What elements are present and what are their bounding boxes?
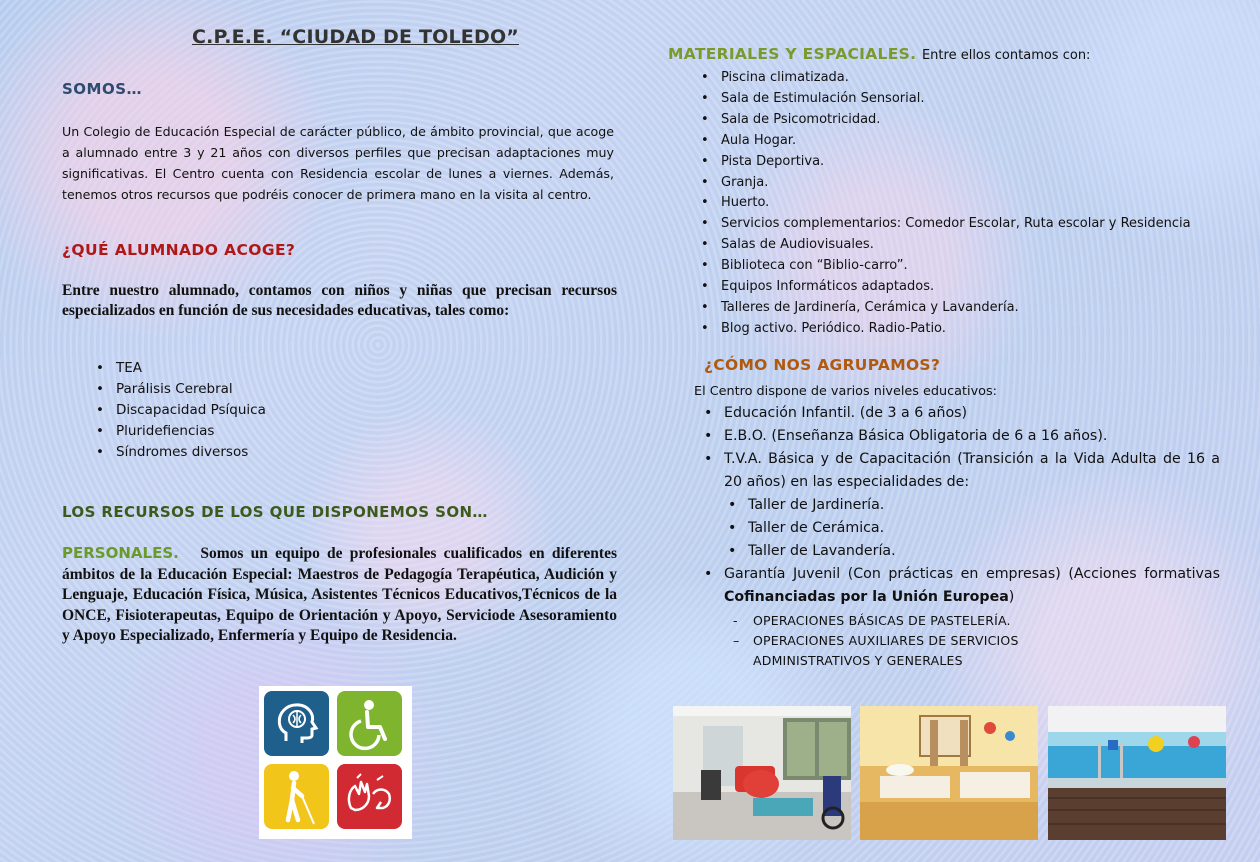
list-item: • Sala de Psicomotricidad. (697, 110, 1237, 131)
personales-text: Somos un equipo de profesionales cualificados en diferentes ámbitos de la Educación Especial: Maestros de Pedagogía Terapéutica, Audición y Lenguaje, Educación Física, Música, Asistentes Técnicos Educativos,Técnicos de la ONCE, Fisioterapeutas, Equipo de Orientación y Apoyo, Serviciode Asesoramiento y Apoyo Especializado, Enfermería y Equipo de Residencia. (62, 545, 617, 644)
list-item: • Granja. (697, 173, 1237, 194)
materiales-intro: Entre ellos contamos con: (921, 48, 1091, 63)
psychomotricity-room-photo (673, 706, 851, 840)
list-item: • Sala de Estimulación Sensorial. (697, 89, 1237, 110)
wheelchair-icon (337, 691, 402, 756)
tva-text: T.V.A. Básica y de Capacitación (Transición a la Vida Adulta de 16 a 20 años) en las especialidades de: (724, 451, 1220, 490)
list-item: • Talleres de Jardinería, Cerámica y Lavandería. (697, 298, 1237, 319)
list-item: • Aula Hogar. (697, 131, 1237, 152)
list-item: • Huerto. (697, 193, 1237, 214)
list-item: • Equipos Informáticos adaptados. (697, 277, 1237, 298)
recursos-heading: LOS RECURSOS DE LOS QUE DISPONEMOS SON… (62, 503, 488, 521)
materiales-heading (668, 45, 1090, 63)
niveles-list (700, 402, 1220, 609)
list-item: • Taller de Lavandería. (724, 540, 1220, 563)
list-item: • Discapacidad Psíquica (92, 400, 266, 421)
materiales-list (697, 68, 1237, 340)
operaciones-list (733, 611, 1019, 671)
list-item: • Parálisis Cerebral (92, 379, 266, 400)
personales-paragraph (62, 543, 617, 647)
garantia-end: ) (1008, 589, 1015, 605)
alumnado-list (92, 358, 266, 463)
list-item: • Servicios complementarios: Comedor Escolar, Ruta escolar y Residencia (697, 214, 1237, 235)
list-item: • Salas de Audiovisuales. (697, 235, 1237, 256)
talleres-list (724, 494, 1220, 563)
list-item: • TEA (92, 358, 266, 379)
sensory-room-photo (860, 706, 1038, 840)
list-item: • Taller de Cerámica. (724, 517, 1220, 540)
list-item: • Pista Deportiva. (697, 152, 1237, 173)
list-item: • E.B.O. (Enseñanza Básica Obligatoria de 6 a 16 años). (700, 425, 1220, 448)
blind-person-icon (264, 764, 329, 829)
sign-language-icon (337, 764, 402, 829)
list-item (700, 563, 1220, 609)
list-item: • Pluridefiencias (92, 421, 266, 442)
accessibility-icons-panel (259, 686, 412, 839)
somos-paragraph: Un Colegio de Educación Especial de carácter público, de ámbito provincial, que acoge a alumnado entre 3 y 21 años con diversos perfiles que precisan adaptaciones muy significativas. El Centro cuenta con Residencia escolar de lunes a viernes. Además, tenemos otros recursos que podréis conocer de primera mano en la visita al centro. (62, 124, 614, 202)
materiales-title: MATERIALES Y ESPACIALES. (668, 45, 917, 63)
page-title: C.P.E.E. “CIUDAD DE TOLEDO” (192, 26, 519, 48)
swimming-pool-photo (1048, 706, 1226, 840)
list-item: • Piscina climatizada. (697, 68, 1237, 89)
garantia-text: Garantía Juvenil (Con prácticas en empresas) (Acciones formativas (724, 566, 1220, 582)
list-item: ADMINISTRATIVOS Y GENERALES (753, 653, 963, 668)
list-item: • Educación Infantil. (de 3 a 6 años) (700, 402, 1220, 425)
agrupamos-intro: El Centro dispone de varios niveles educativos: (694, 384, 997, 399)
list-item (700, 448, 1220, 563)
personales-lead: PERSONALES. (62, 544, 179, 562)
garantia-bold: Cofinanciadas por la Unión Europea (724, 589, 1009, 605)
agrupamos-heading: ¿CÓMO NOS AGRUPAMOS? (704, 356, 941, 374)
list-item: • Síndromes diversos (92, 442, 266, 463)
list-item: • Biblioteca con “Biblio-carro”. (697, 256, 1237, 277)
list-item: - OPERACIONES BÁSICAS DE PASTELERÍA. (733, 613, 1011, 628)
list-item: • Taller de Jardinería. (724, 494, 1220, 517)
alumnado-paragraph: Entre nuestro alumnado, contamos con niños y niñas que precisan recursos especializados en función de sus necesidades educativas, tales como: (62, 282, 617, 319)
list-item: – OPERACIONES AUXILIARES DE SERVICIOS (733, 633, 1019, 648)
brain-head-icon (264, 691, 329, 756)
somos-heading: SOMOS… (62, 80, 143, 98)
alumnado-heading: ¿QUÉ ALUMNADO ACOGE? (62, 241, 296, 259)
list-item: • Blog activo. Periódico. Radio-Patio. (697, 319, 1237, 340)
